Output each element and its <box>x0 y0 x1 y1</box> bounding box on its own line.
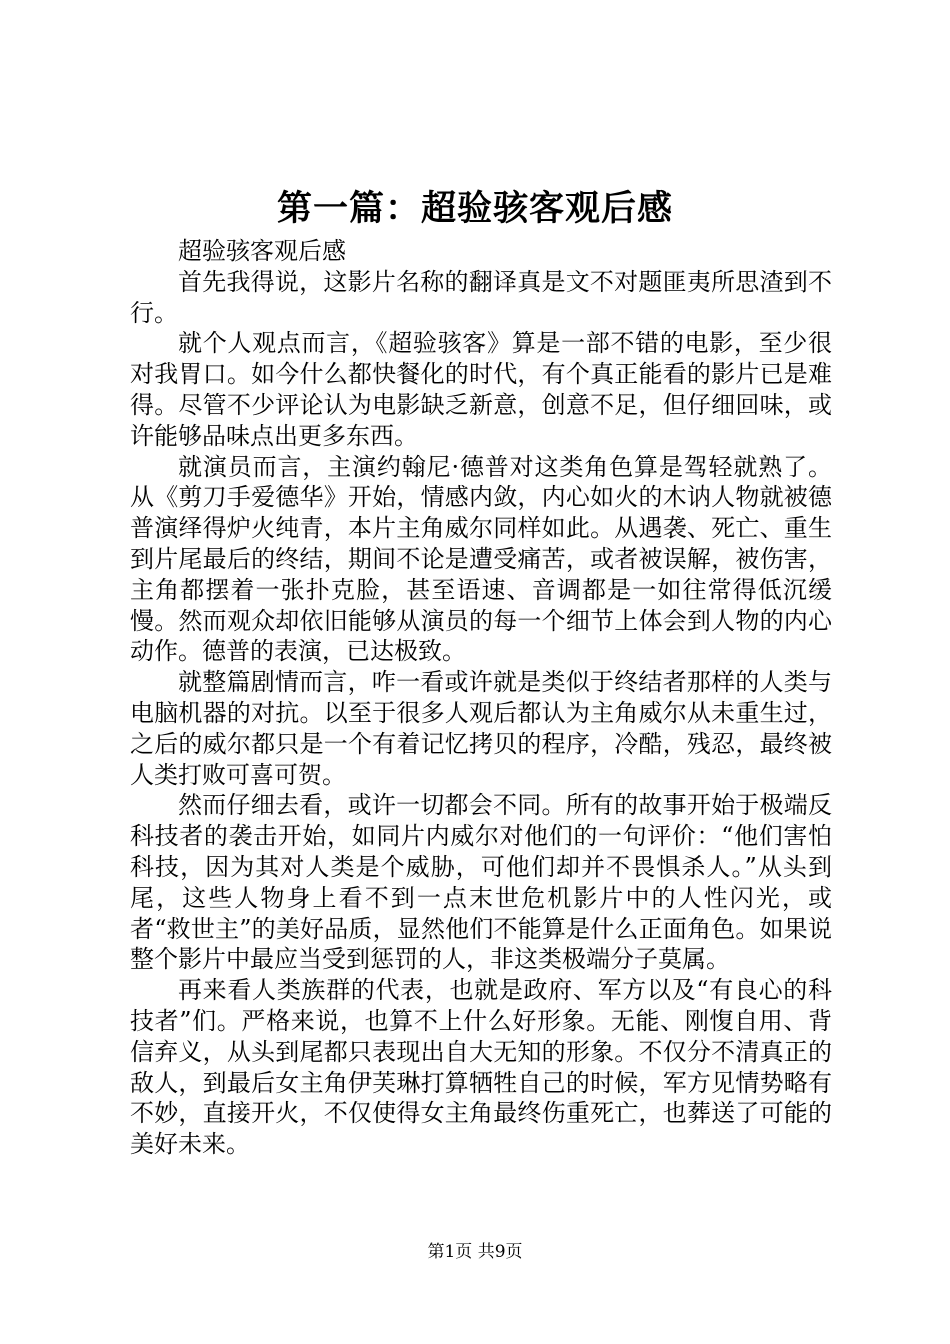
paragraph: 然而仔细去看，或许一切都会不同。所有的故事开始于极端反科技者的袭击开始，如同片内威尔对他们的一句评价：“他们害怕科技，因为其对人类是个威胁，可他们却并不畏惧杀人。”从头到尾，这些人物身上看不到一点末世危机影片中的人性闪光，或者“救世主”的美好品质，显然他们不能算是什么正面角色。如果说整个影片中最应当受到惩罚的人，非这类极端分子莫属。 <box>130 791 832 974</box>
page-title: 第一篇：超验骇客观后感 <box>276 188 673 229</box>
paragraph: 就个人观点而言，《超验骇客》算是一部不错的电影，至少很对我胃口。如今什么都快餐化的时代，有个真正能看的影片已是难得。尽管不少评论认为电影缺乏新意，创意不足，但仔细回味，或许能够品味点出更多东西。 <box>130 329 832 450</box>
paragraph-subtitle: 超验骇客观后感 <box>178 237 346 265</box>
paragraph: 再来看人类族群的代表，也就是政府、军方以及“有良心的科技者”们。严格来说，也算不上什么好形象。无能、刚愎自用、背信弃义，从头到尾都只表现出自大无知的形象。不仅分不清真正的敌人，到最后女主角伊芙琳打算牺牲自己的时候，军方见情势略有不妙，直接开火，不仅使得女主角最终伤重死亡，也葬送了可能的美好未来。 <box>130 976 832 1159</box>
paragraph: 首先我得说，这影片名称的翻译真是文不对题匪夷所思渣到不行。 <box>130 267 832 327</box>
paragraph: 就整篇剧情而言，咋一看或许就是类似于终结者那样的人类与电脑机器的对抗。以至于很多人观后都认为主角威尔从未重生过，之后的威尔都只是一个有着记忆拷贝的程序，冷酷，残忍，最终被人类打败可喜可贺。 <box>130 668 832 789</box>
document-body <box>130 236 832 1160</box>
page-footer: 第1页 共9页 <box>427 1242 523 1262</box>
paragraph: 就演员而言，主演约翰尼·德普对这类角色算是驾轻就熟了。从《剪刀手爱德华》开始，情感内敛，内心如火的木讷人物就被德普演绎得炉火纯青，本片主角威尔同样如此。从遇袭、死亡、重生到片尾最后的终结，期间不论是遭受痛苦，或者被误解，被伤害，主角都摆着一张扑克脸，甚至语速、音调都是一如往常得低沉缓慢。然而观众却依旧能够从演员的每一个细节上体会到人物的内心动作。德普的表演，已达极致。 <box>130 452 832 666</box>
